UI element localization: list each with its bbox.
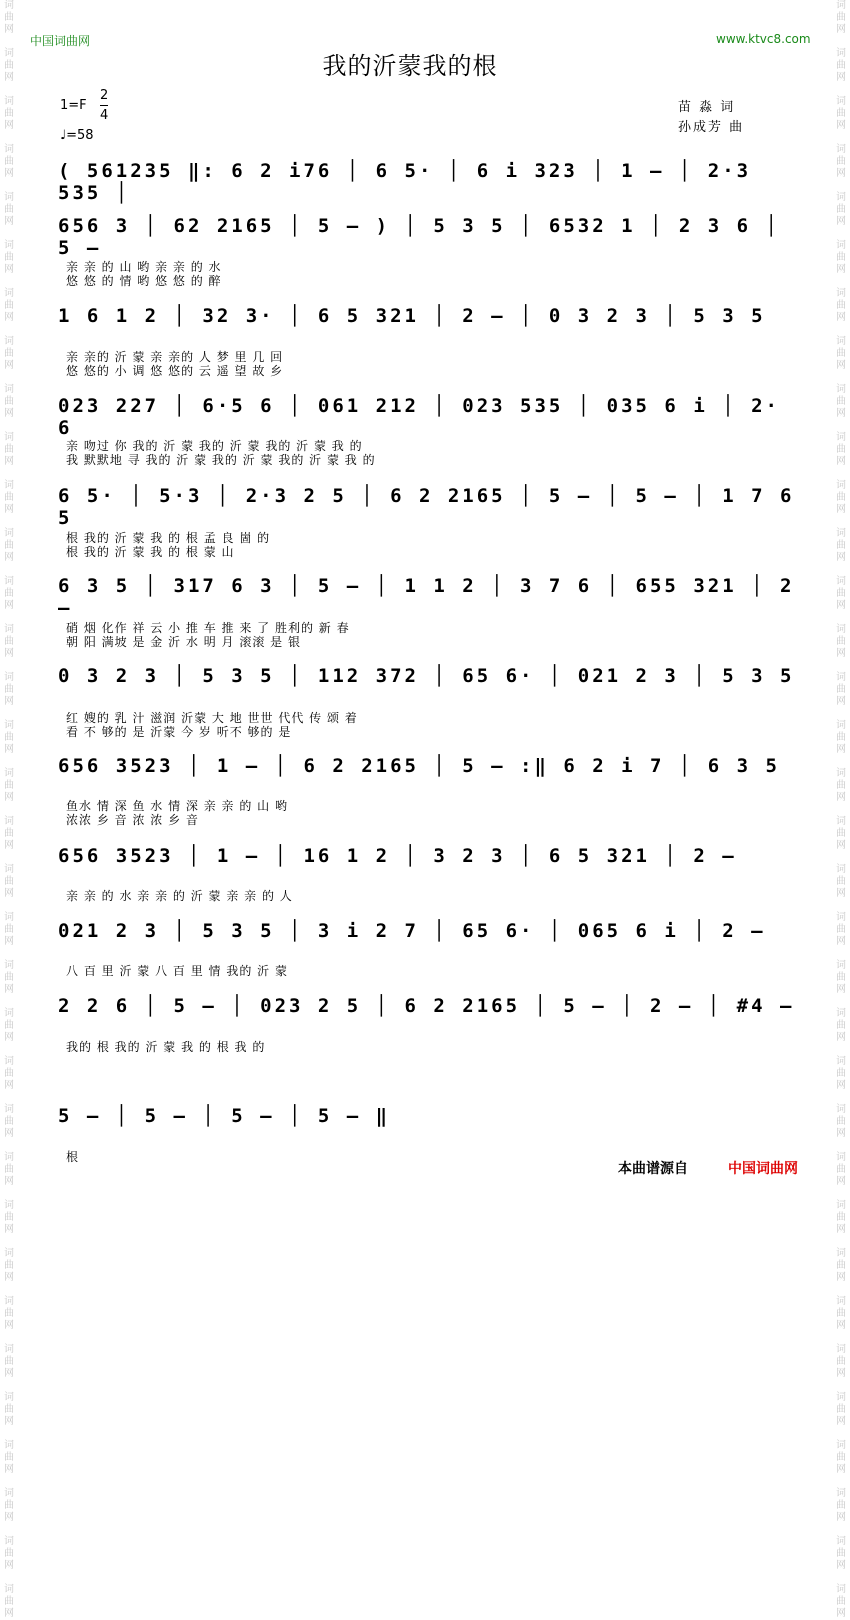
lyric-line: 根 <box>66 1150 80 1164</box>
lyric-line: 红 嫂的 乳 汁 滋润 沂蒙 大 地 世世 代代 传 颂 着 <box>66 711 358 725</box>
notation-line: 656 3523 │ 1 – │ 6 2 2165 │ 5 – :‖ 6 2 i 7 │ 6 3 5 <box>58 755 780 777</box>
key-signature: 1=F <box>60 98 87 113</box>
notation-line: ( 561235 ‖: 6 2 i76 │ 6 5· │ 6 i 323 │ 1 – │ 2·3 535 │ <box>58 160 752 204</box>
watermark-right: 词 曲 网 词 曲 网 词 曲 网 词 曲 网 词 曲 网 词 曲 网 词 曲 网 词 曲 网 词 曲 网 词 曲 网 词 曲 网 词 曲 网 词 曲 网 词 曲 网 词 曲 网 词 曲 网 词 曲 网 词 曲 网 词 曲 网 词 曲 网 词 曲 网 词 曲 网 词 曲 网 词 曲 网 词 曲 网 词 曲 网 词 曲 网 词 曲 网 词 曲 网 词 曲 网 词 曲 网 词 曲 网 词 曲 网 词 曲 网 <box>836 0 846 1619</box>
score-system <box>58 485 800 535</box>
site-name-left[interactable]: 中国词曲网 <box>30 34 91 48</box>
lyric-line: 朝 阳 满坡 是 金 沂 水 明 月 滚滚 是 银 <box>66 635 301 649</box>
score-system <box>58 160 800 210</box>
meter-bottom: 4 <box>100 105 108 125</box>
watermark-left: 词 曲 网 词 曲 网 词 曲 网 词 曲 网 词 曲 网 词 曲 网 词 曲 网 词 曲 网 词 曲 网 词 曲 网 词 曲 网 词 曲 网 词 曲 网 词 曲 网 词 曲 网 词 曲 网 词 曲 网 词 曲 网 词 曲 网 词 曲 网 词 曲 网 词 曲 网 词 曲 网 词 曲 网 词 曲 网 词 曲 网 词 曲 网 词 曲 网 词 曲 网 词 曲 网 词 曲 网 词 曲 网 词 曲 网 词 曲 网 <box>4 0 14 1619</box>
score-system <box>58 575 800 625</box>
source-site-link[interactable]: 中国词曲网 <box>728 1161 798 1177</box>
time-signature <box>100 86 108 125</box>
source-label: 本曲谱源自 <box>618 1161 688 1177</box>
site-url-right[interactable]: www.ktvc8.com <box>716 32 811 46</box>
lyric-line: 根 我的 沂 蒙 我 的 根 孟 良 崮 的 <box>66 531 271 545</box>
notation-line: 0 3 2 3 │ 5 3 5 │ 112 372 │ 65 6· │ 021 2 3 │ 5 3 5 <box>58 665 795 687</box>
score-system <box>58 1105 800 1155</box>
lyric-line: 鱼水 情 深 鱼 水 情 深 亲 亲 的 山 哟 <box>66 799 288 813</box>
tempo-marking: ♩=58 <box>60 128 94 143</box>
lyric-line: 亲 吻过 你 我的 沂 蒙 我的 沂 蒙 我的 沂 蒙 我 的 <box>66 439 363 453</box>
lyric-line: 亲 亲 的 山 哟 亲 亲 的 水 <box>66 260 222 274</box>
lyric-line: 根 我的 沂 蒙 我 的 根 蒙 山 <box>66 545 235 559</box>
notation-line: 656 3 │ 62 2165 │ 5 – ) │ 5 3 5 │ 6532 1 │ 2 3 6 │ 5 – <box>58 215 780 259</box>
composer-credit: 孙成芳 曲 <box>678 120 745 135</box>
meter-top: 2 <box>100 88 109 103</box>
notation-line: 1 6 1 2 │ 32 3· │ 6 5 321 │ 2 – │ 0 3 2 3 │ 5 3 5 <box>58 305 766 327</box>
notation-line: 023 227 │ 6·5 6 │ 061 212 │ 023 535 │ 035 6 i │ 2· 6 <box>58 395 780 439</box>
lyric-line: 浓浓 乡 音 浓 浓 乡 音 <box>66 813 199 827</box>
notation-line: 021 2 3 │ 5 3 5 │ 3 i 2 7 │ 65 6· │ 065 6 i │ 2 – <box>58 920 766 942</box>
lyric-line: 亲 亲 的 水 亲 亲 的 沂 蒙 亲 亲 的 人 <box>66 889 293 903</box>
song-title: 我的沂蒙我的根 <box>322 52 498 80</box>
lyric-line: 悠 悠的 小 调 悠 悠的 云 遥 望 故 乡 <box>66 364 284 378</box>
lyric-line: 看 不 够的 是 沂蒙 今 岁 听不 够的 是 <box>66 725 292 739</box>
score-system <box>58 665 800 715</box>
lyric-line: 亲 亲的 沂 蒙 亲 亲的 人 梦 里 几 回 <box>66 350 284 364</box>
notation-line: 6 3 5 │ 317 6 3 │ 5 – │ 1 1 2 │ 3 7 6 │ 655 321 │ 2 – <box>58 575 795 619</box>
notation-line: 656 3523 │ 1 – │ 16 1 2 │ 3 2 3 │ 6 5 321 │ 2 – <box>58 845 737 867</box>
lyric-line: 八 百 里 沂 蒙 八 百 里 情 我的 沂 蒙 <box>66 964 288 978</box>
lyric-line: 我 默默地 寻 我的 沂 蒙 我的 沂 蒙 我的 沂 蒙 我 的 <box>66 453 376 467</box>
notation-line: 6 5· │ 5·3 │ 2·3 2 5 │ 6 2 2165 │ 5 – │ 5 – │ 1 7 6 5 <box>58 485 795 529</box>
notation-line: 2 2 6 │ 5 – │ 023 2 5 │ 6 2 2165 │ 5 – │ 2 – │ #4 – <box>58 995 795 1017</box>
lyric-line: 硝 烟 化作 祥 云 小 推 车 推 来 了 胜利的 新 春 <box>66 621 350 635</box>
lyric-line: 悠 悠 的 情 哟 悠 悠 的 醉 <box>66 274 222 288</box>
lyricist-credit: 苗 淼 词 <box>678 100 736 115</box>
notation-line: 5 – │ 5 – │ 5 – │ 5 – ‖ <box>58 1105 391 1127</box>
lyric-line: 我的 根 我的 沂 蒙 我 的 根 我 的 <box>66 1040 266 1054</box>
